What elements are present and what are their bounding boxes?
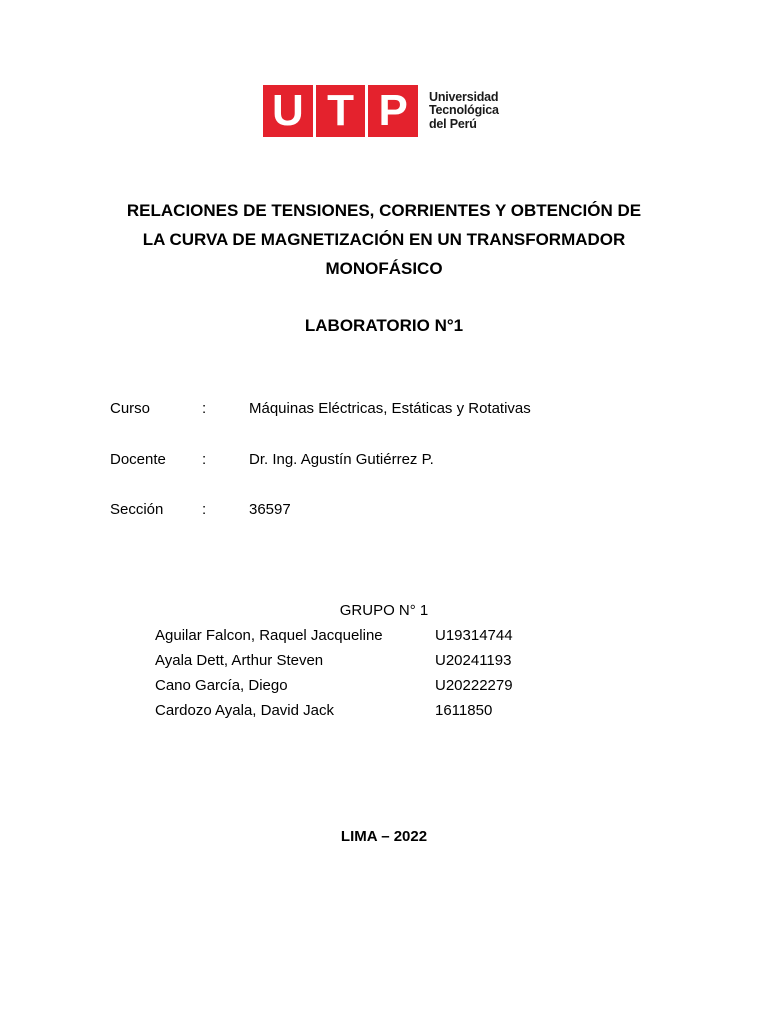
logo-text-line: Tecnológica <box>429 103 499 118</box>
member-name: Ayala Dett, Arthur Steven <box>155 652 324 669</box>
logo-text-line: del Perú <box>429 116 477 131</box>
info-value: 36597 <box>249 501 291 518</box>
title-line: MONOFÁSICO <box>325 259 443 278</box>
info-label: Docente <box>110 451 166 468</box>
logo-letters <box>263 85 418 137</box>
info-separator: : <box>202 400 207 417</box>
member-name: Cardozo Ayala, David Jack <box>155 702 334 719</box>
utp-logo <box>263 85 499 137</box>
logo-letter-t: T <box>316 85 366 137</box>
title-line: RELACIONES DE TENSIONES, CORRIENTES Y OBTENCIÓN DE <box>126 201 642 220</box>
document-title <box>84 196 684 283</box>
logo-letter-u: U <box>263 85 313 137</box>
footer-location-year: LIMA – 2022 <box>340 828 428 845</box>
member-code: U20241193 <box>435 652 512 669</box>
info-label: Sección <box>110 501 164 518</box>
member-name: Cano García, Diego <box>155 677 288 694</box>
logo-wordmark <box>429 91 499 132</box>
info-value: Máquinas Eléctricas, Estáticas y Rotativas <box>249 400 531 417</box>
logo-text-line: Universidad <box>429 89 499 104</box>
member-name: Aguilar Falcon, Raquel Jacqueline <box>155 627 383 644</box>
lab-heading: LABORATORIO N°1 <box>304 316 464 335</box>
group-title: GRUPO N° 1 <box>339 602 429 619</box>
member-code: 1611850 <box>435 702 493 719</box>
info-value: Dr. Ing. Agustín Gutiérrez P. <box>249 451 434 468</box>
member-code: U19314744 <box>435 627 513 644</box>
info-label: Curso <box>110 400 151 417</box>
info-separator: : <box>202 451 207 468</box>
title-line: LA CURVA DE MAGNETIZACIÓN EN UN TRANSFORMADOR <box>142 230 626 249</box>
member-code: U20222279 <box>435 677 513 694</box>
info-separator: : <box>202 501 207 518</box>
logo-letter-p: P <box>368 85 418 137</box>
